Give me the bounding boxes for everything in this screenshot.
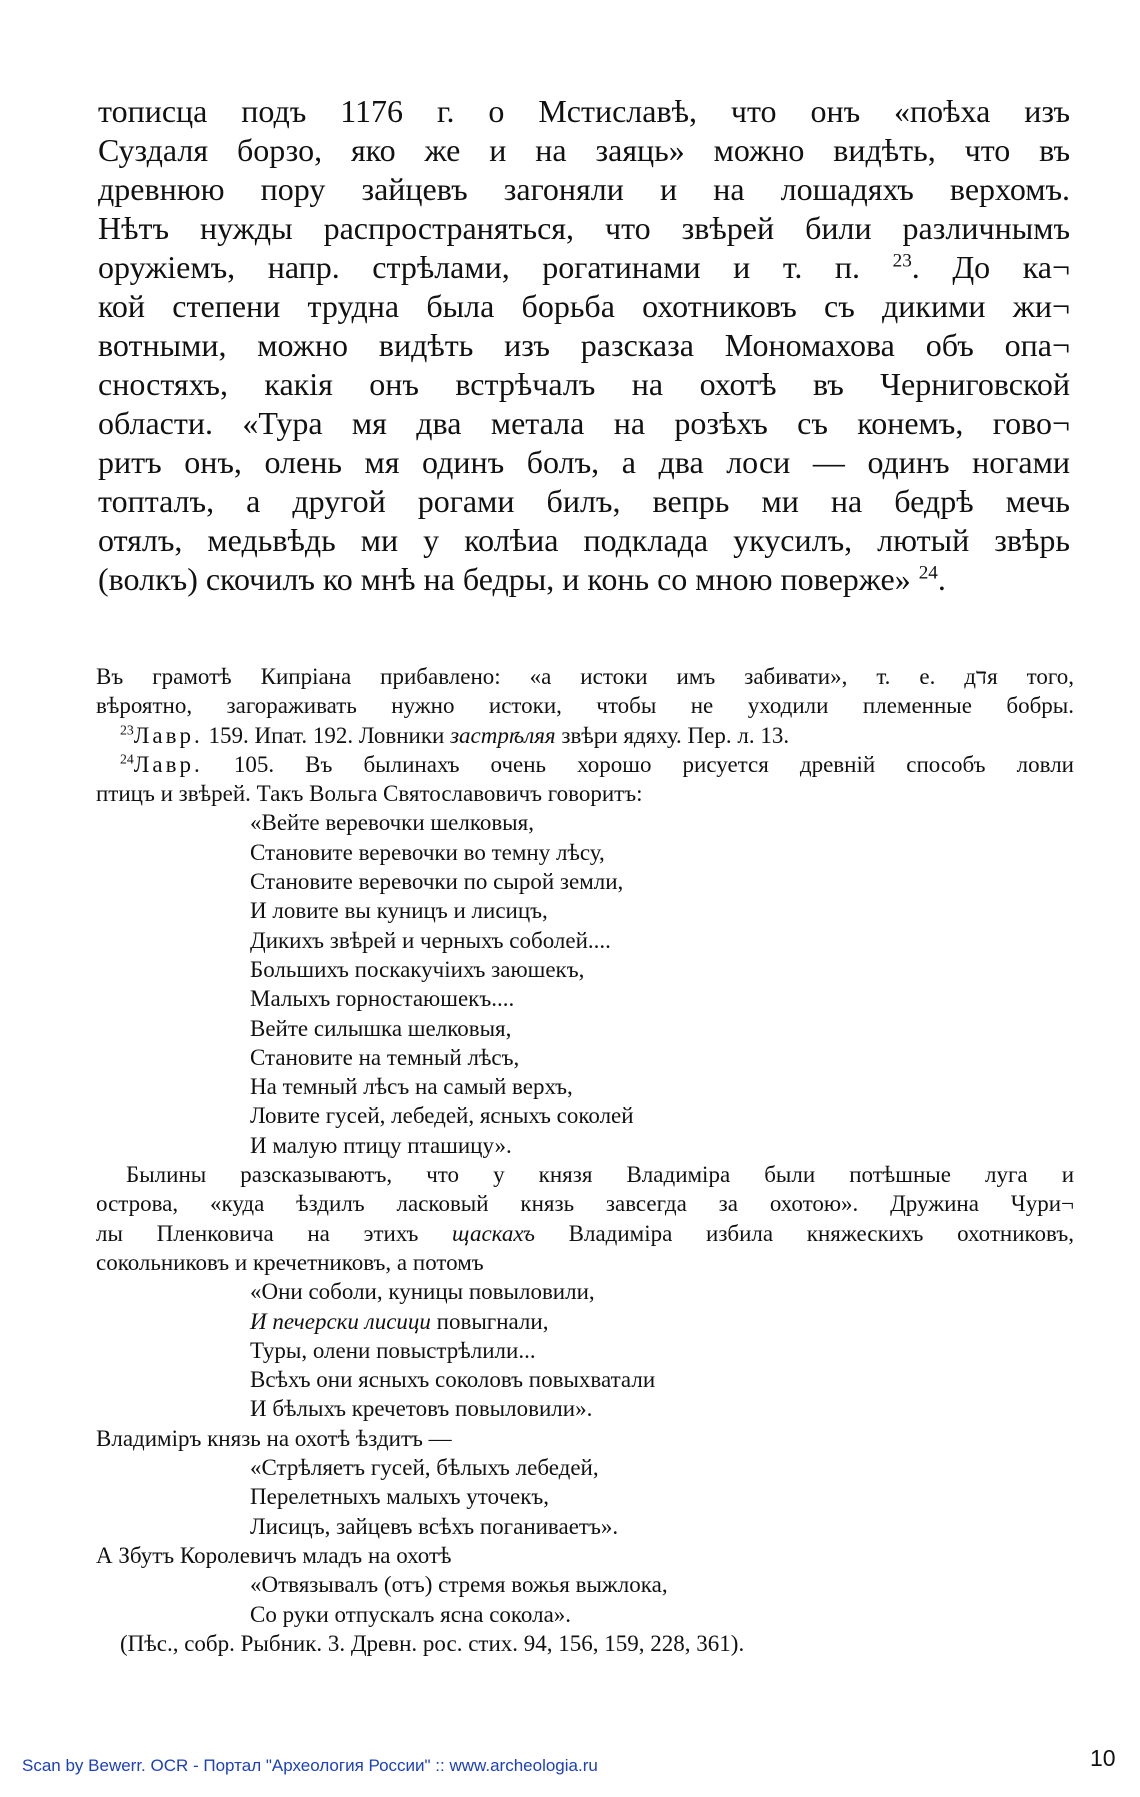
page-number: 10 <box>1090 1745 1116 1771</box>
scan-credit-link[interactable]: Scan by Bewerr. OCR - Портал "Археология России" :: www.archeologia.ru <box>22 1756 598 1775</box>
main-text-segment: . <box>937 561 946 597</box>
main-text-line: топталъ, а другой рогами билъ, вепрь ми на бедрѣ мечь <box>98 483 1070 519</box>
main-text-line: отялъ, медьвѣдь ми у колѣиа подклада укусилъ, лютый звѣрь <box>98 522 1070 558</box>
main-text-line <box>98 560 1070 599</box>
note-line: Въ грамотѣ Кипріана прибавлено: «а истоки имъ забивати», т. е. дדя того, <box>96 664 1074 689</box>
poem-line: «Стрѣляетъ гусей, бѣлыхъ лебедей, <box>250 1455 599 1481</box>
note-line: птицъ и звѣрей. Такъ Вольга Святославовичъ говоритъ: <box>96 781 643 807</box>
main-text-segment: . До ка¬ <box>911 249 1071 285</box>
footnote-ref-23: 23 <box>892 250 912 272</box>
note-source: Лавр. <box>133 722 203 748</box>
main-text-line: ритъ онъ, олень мя одинъ болъ, а два лоси — одинъ ногами <box>98 444 1070 480</box>
note-line <box>96 1219 1074 1248</box>
footnote-mark-24: 24 <box>120 751 134 767</box>
poem-italic: И печерски лисици <box>250 1308 431 1334</box>
main-text-line: тописца подъ 1176 г. о Мстиславѣ, что онъ «поѣха изъ <box>98 93 1070 129</box>
poem-line: Перелетныхъ малыхъ уточекъ, <box>250 1484 550 1510</box>
note-italic: застрѣляя <box>450 722 556 748</box>
note-text: звѣри ядяху. Пер. л. 13. <box>555 722 790 748</box>
note-text: 105. Въ былинахъ очень хорошо рисуется древній способъ ловли <box>202 751 1074 777</box>
main-text-line: Суздаля борзо, яко же и на заяць» можно видѣть, что въ <box>98 132 1070 168</box>
poem-volga <box>96 808 1074 1160</box>
poem-churila <box>96 1277 1074 1423</box>
note-text: лы Пленковича на этихъ <box>96 1220 453 1246</box>
poem-line: На темный лѣсъ на самый верхъ, <box>250 1074 573 1100</box>
poem-line: Всѣхъ они ясныхъ соколовъ повыхватали <box>250 1367 656 1393</box>
poem-line: «Они соболи, куницы повыловили, <box>250 1279 595 1305</box>
note-italic: щаскахъ <box>452 1220 535 1246</box>
footnotes <box>96 662 1074 1658</box>
poem-line: Со руки отпускалъ ясна сокола». <box>250 1601 572 1627</box>
poem-zbut <box>96 1570 1074 1629</box>
note-line: Былины разсказываютъ, что у князя Владиміра были потѣшные луга и <box>126 1162 1074 1188</box>
poem-line: Становите веревочки по сырой земли, <box>250 869 624 895</box>
poem-vladimir <box>96 1453 1074 1541</box>
poem-text: повыгнали, <box>430 1308 549 1334</box>
footnote-ref-24: 24 <box>918 562 938 584</box>
note-text: 159. Ипат. 192. Ловники <box>202 722 451 748</box>
poem-line: «Отвязывалъ (отъ) стремя вожья выжлока, <box>250 1572 668 1598</box>
source-citation: (Пѣс., собр. Рыбник. 3. Древн. рос. стих. 94, 156, 159, 228, 361). <box>120 1630 745 1656</box>
main-text-line: области. «Тура мя два метала на розѣхъ съ конемъ, гово¬ <box>98 405 1070 441</box>
note-source: Лавр. <box>133 751 203 777</box>
main-text-line: древнюю пору зайцевъ загоняли и на лошадяхъ верхомъ. <box>98 171 1070 207</box>
footnote-mark-23: 23 <box>120 721 134 737</box>
note-line: А Збутъ Королевичъ младъ на охотѣ <box>96 1542 452 1568</box>
main-text-body <box>98 92 1070 599</box>
poem-line: Становите на темный лѣсъ, <box>250 1044 520 1070</box>
poem-line: Вейте силышка шелковыя, <box>250 1015 512 1041</box>
footnote-23 <box>96 721 1074 750</box>
note-line: Владиміръ князь на охотѣ ѣздитъ — <box>96 1425 452 1451</box>
note-text: Владиміра избила княжескихъ охотниковъ, <box>534 1220 1074 1246</box>
poem-line: И малую птицу пташицу». <box>250 1132 512 1158</box>
note-line: острова, «куда ѣздилъ ласковый князь завсегда за охотою». Дружина Чури¬ <box>96 1191 1074 1217</box>
poem-line: Туры, олени повыстрѣлили... <box>250 1337 536 1363</box>
main-text-segment: оружіемъ, напр. стрѣлами, рогатинами и т. п. <box>98 249 893 285</box>
poem-line: Становите веревочки во темну лѣсу, <box>250 839 605 865</box>
poem-line: И ловите вы куницъ и лисицъ, <box>250 898 548 924</box>
main-text-line: кой степени трудна была борьба охотниковъ съ дикими жи¬ <box>98 288 1070 324</box>
poem-line: Дикихъ звѣрей и черныхъ соболей.... <box>250 927 611 953</box>
poem-line: Ловите гусей, лебедей, ясныхъ соколей <box>250 1103 634 1129</box>
note-line: вѣроятно, загораживать нужно истоки, чтобы не уходили племенные бобры. <box>96 693 1074 719</box>
main-text-line: вотными, можно видѣть изъ разсказа Мономахова объ опа¬ <box>98 327 1070 363</box>
poem-line: Большихъ поскакучіихъ заюшекъ, <box>250 956 585 982</box>
poem-line: Малыхъ горностаюшекъ.... <box>250 986 515 1012</box>
main-text-segment: (волкъ) скочилъ ко мнѣ на бедры, и конь со мною поверже» <box>98 561 919 597</box>
main-text-line: сностяхъ, какія онъ встрѣчалъ на охотѣ въ Черниговской <box>98 366 1070 402</box>
poem-line: «Вейте веревочки шелковыя, <box>250 810 534 836</box>
footnote-24 <box>96 750 1074 779</box>
main-text-line: Нѣтъ нужды распространяться, что звѣрей били различнымъ <box>98 210 1070 246</box>
note-line: сокольниковъ и кречетниковъ, а потомъ <box>96 1249 484 1275</box>
poem-line <box>250 1307 1074 1336</box>
main-text-line <box>98 248 1070 287</box>
poem-line: Лисицъ, зайцевъ всѣхъ поганиваетъ». <box>250 1513 619 1539</box>
poem-line: И бѣлыхъ кречетовъ повыловили». <box>250 1396 593 1422</box>
